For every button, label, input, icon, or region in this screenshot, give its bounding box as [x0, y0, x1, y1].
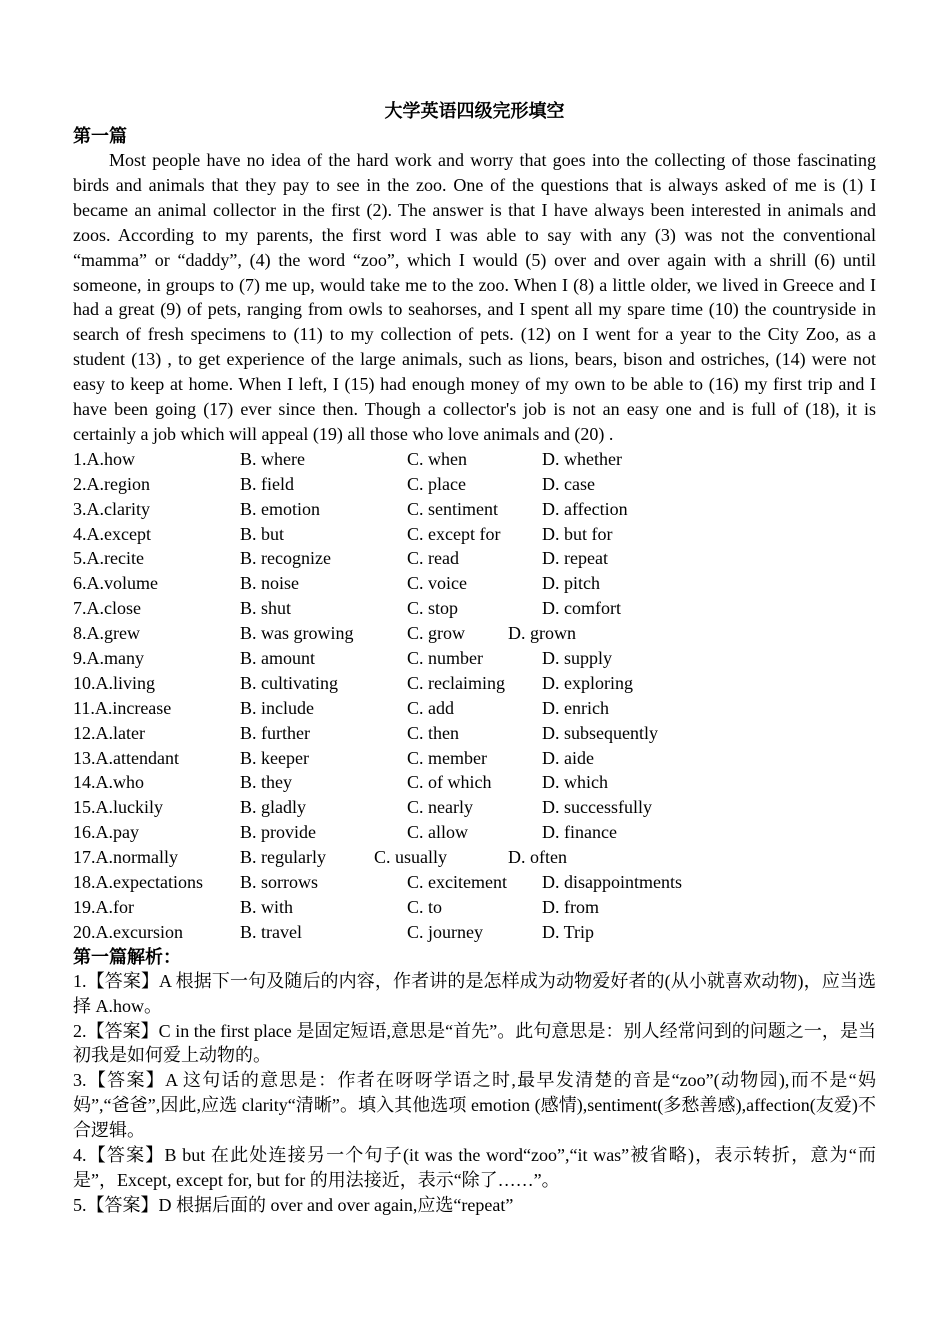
option-choice: C. nearly [407, 797, 473, 818]
option-choice: D. often [508, 847, 567, 868]
analysis-item: 2.【答案】C in the first place 是固定短语,意思是“首先”。此句意思是：别人经常问到的问题之一，是当初我是如何爱上动物的。 [73, 1020, 876, 1066]
option-row [73, 746, 876, 771]
option-choice: B. provide [240, 822, 316, 843]
option-choice: C. stop [407, 598, 459, 619]
option-row [73, 497, 876, 522]
option-choice: 20.A.excursion [73, 921, 183, 942]
option-choice: C. place [407, 473, 466, 494]
option-choice: C. then [407, 722, 459, 743]
analysis-item: 1.【答案】A 根据下一句及随后的内容，作者讲的是怎样成为动物爱好者的(从小就喜欢动物)，应当选择 A.how。 [73, 970, 876, 1016]
option-row [73, 671, 876, 696]
option-choice: D. but for [542, 523, 613, 544]
section-heading: 第一篇 [73, 126, 127, 146]
option-choice: D. successfully [542, 797, 652, 818]
option-choice: B. amount [240, 648, 315, 668]
option-choice: B. travel [240, 921, 302, 942]
option-choice: C. grow [407, 623, 465, 644]
option-row [73, 546, 876, 571]
option-choice: B. keeper [240, 747, 309, 768]
option-choice: C. add [407, 697, 454, 718]
option-row [73, 870, 876, 895]
option-choice: B. where [240, 448, 305, 469]
option-choice: C. member [407, 747, 487, 768]
option-choice: 18.A.expectations [73, 872, 203, 893]
analysis-item: 3.【答案】A 这句话的意思是：作者在呀呀学语之时,最早发清楚的音是“zoo”(动物园),而不是“妈妈”,“爸爸”,因此,应选 clarity“清晰”。填入其他选项 emotion (感情),sentiment(多愁善感),affection(友爱)不合逻辑。 [73, 1070, 876, 1141]
option-choice: C. number [407, 648, 483, 668]
option-choice: 16.A.pay [73, 822, 139, 843]
option-row [73, 571, 876, 596]
analysis-item: 4.【答案】B but 在此处连接另一个句子(it was the word“zoo”,“it was”被省略)，表示转折，意为“而是”，Except, except for, but for 的用法接近，表示“除了……”。 [73, 1145, 876, 1190]
option-row [73, 472, 876, 497]
option-choice: D. enrich [542, 697, 609, 718]
option-row [73, 795, 876, 820]
option-choice: D. pitch [542, 573, 600, 594]
option-row [73, 920, 876, 945]
option-choice: D. which [542, 772, 608, 793]
option-choice: C. usually [374, 847, 448, 868]
option-choice: B. with [240, 896, 294, 917]
option-choice: C. to [407, 896, 443, 917]
option-choice: D. whether [542, 448, 622, 469]
option-row [73, 621, 876, 646]
option-row [73, 596, 876, 621]
option-choice: C. except for [407, 523, 501, 544]
cloze-passage: Most people have no idea of the hard work and worry that goes into the collecting of those fascinating birds and animals that they pay to see in the zoo. One of the questions that is always asked of me is (1) I became an animal collector in the first (2). The answer is that I have always been interested in animals and zoos. According to my parents, the first word I was able to say with any (3) was not the conventional “mamma” or “daddy”, (4) the word “zoo”, which I would (5) over and over again with a shrill (6) until someone, in groups to (7) me up, would take me to the zoo. When I (8) a little older, we lived in Greece and I had a great (9) of pets, ranging from owls to seahorses, and I spent all my spare time (10) the countryside in search of fresh specimens to (11) to my collection of pets. (12) on I went for a year to the City Zoo, as a student (13) , to get experience of the large animals, such as lions, bears, bison and ostriches, (14) were not easy to keep at home. When I left, I (15) had enough money of my own to be able to (16) my first trip and I have been going (17) ever since then. Though a collector's job is not an easy one and is full of (18), it is certainly a job which will appeal (19) all those who love animals and (20) . [73, 150, 876, 444]
option-choice: 5.A.recite [73, 548, 144, 569]
option-choice: B. but [240, 523, 285, 544]
option-choice: C. journey [407, 921, 483, 942]
option-choice: B. recognize [240, 548, 331, 569]
option-choice: 12.A.later [73, 722, 145, 743]
option-choice: 19.A.for [73, 896, 134, 917]
option-choice: C. excitement [407, 872, 507, 893]
option-choice: D. finance [542, 822, 617, 843]
option-choice: 9.A.many [73, 648, 144, 668]
option-choice: 4.A.except [73, 523, 151, 544]
option-choice: D. affection [542, 498, 628, 519]
option-choice: 8.A.grew [73, 623, 140, 644]
option-row [73, 522, 876, 547]
option-choice: D. grown [508, 623, 576, 644]
option-choice: 7.A.close [73, 598, 141, 619]
document-title: 大学英语四级完形填空 [384, 101, 565, 121]
option-choice: 15.A.luckily [73, 797, 163, 818]
option-choice: 2.A.region [73, 473, 150, 494]
option-choice: 14.A.who [73, 772, 144, 793]
option-choice: C. voice [407, 573, 467, 594]
option-choice: D. supply [542, 648, 613, 668]
option-choice: B. emotion [240, 498, 320, 519]
document-page [73, 98, 876, 1218]
option-choice: B. noise [240, 573, 300, 594]
analysis-list [73, 969, 876, 1218]
option-choice: C. read [407, 548, 459, 569]
option-choice: 1.A.how [73, 448, 135, 469]
option-choice: B. was growing [240, 623, 354, 644]
option-row [73, 646, 876, 671]
option-row [73, 721, 876, 746]
option-choice: D. subsequently [542, 722, 658, 743]
option-choice: C. allow [407, 822, 468, 843]
option-choice: B. cultivating [240, 672, 338, 693]
option-choice: 13.A.attendant [73, 747, 179, 768]
option-choice: B. shut [240, 598, 292, 619]
option-choice: B. sorrows [240, 872, 319, 893]
analysis-item: 5.【答案】D 根据后面的 over and over again,应选“repeat” [73, 1194, 514, 1215]
option-choice: B. further [240, 722, 310, 743]
option-choice: C. when [407, 448, 467, 469]
option-row [73, 770, 876, 795]
option-row [73, 845, 876, 870]
option-choice: D. case [542, 473, 595, 494]
option-choice: B. regularly [240, 847, 326, 868]
option-choice: D. repeat [542, 548, 608, 569]
option-choice: D. comfort [542, 598, 621, 619]
option-choice: 11.A.increase [73, 697, 172, 718]
option-choice: D. Trip [542, 921, 595, 942]
option-choice: B. field [240, 473, 294, 494]
option-choice: 3.A.clarity [73, 498, 150, 519]
option-choice: D. exploring [542, 672, 633, 693]
option-choice: 17.A.normally [73, 847, 178, 868]
option-choice: C. reclaiming [407, 672, 505, 693]
option-choice: C. sentiment [407, 498, 498, 519]
option-choice: D. aide [542, 747, 594, 768]
option-choice: 6.A.volume [73, 573, 158, 594]
option-choice: 10.A.living [73, 672, 156, 693]
option-choice: B. they [240, 772, 292, 793]
option-row [73, 820, 876, 845]
option-row [73, 895, 876, 920]
option-choice: C. of which [407, 772, 492, 793]
analysis-heading: 第一篇解析： [73, 946, 181, 967]
option-row [73, 696, 876, 721]
option-choice: B. gladly [240, 797, 306, 818]
option-choice: B. include [240, 697, 314, 718]
option-row [73, 447, 876, 472]
option-choice: D. disappointments [542, 872, 682, 893]
option-choice: D. from [542, 896, 599, 917]
options-list [73, 447, 876, 945]
